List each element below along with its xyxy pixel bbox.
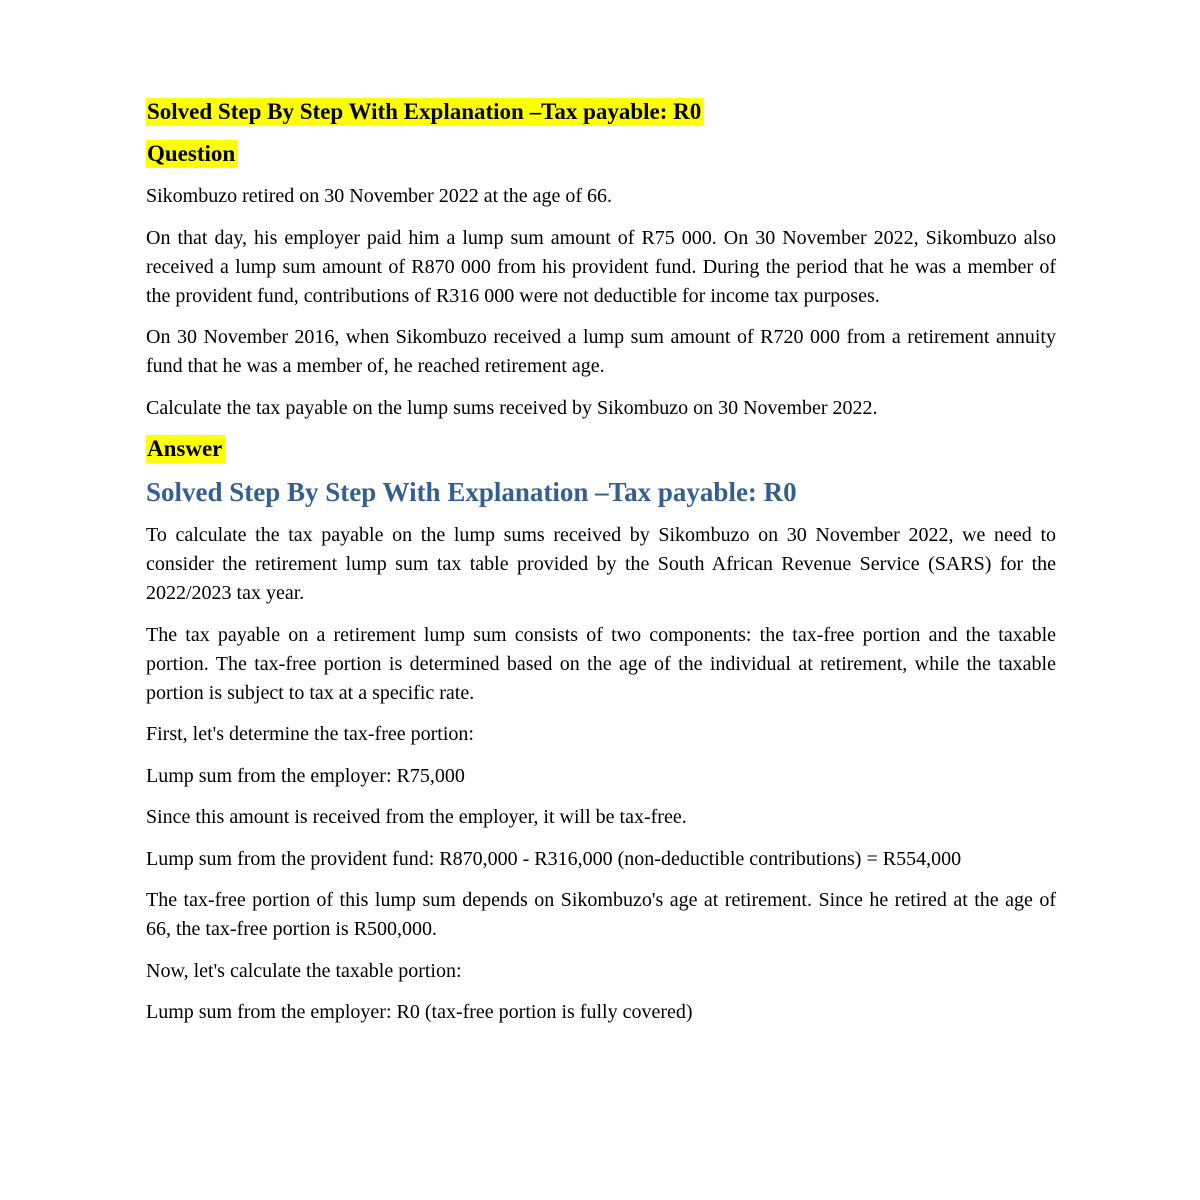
question-paragraph-lump-sums: On that day, his employer paid him a lump sum amount of R75 000. On 30 November 2022, Sikombuzo also received a lump sum amount of R870 000 from his provident fund. During the period that he was a member of the provident fund, contributions of R316 000 were not deductible for income tax purposes. xyxy=(146,226,1056,307)
question-heading xyxy=(146,140,1056,167)
answer-heading xyxy=(146,435,1056,462)
answer-paragraph-employer-75000: Lump sum from the employer: R75,000 xyxy=(146,764,465,787)
answer-section-title: Solved Step By Step With Explanation –Tax payable: R0 xyxy=(146,477,797,508)
answer-paragraph-components: The tax payable on a retirement lump sum consists of two components: the tax-free portion and the taxable portion. The tax-free portion is determined based on the age of the individual at retirement, while the taxable portion is subject to tax at a specific rate. xyxy=(146,623,1056,704)
answer-paragraph-age-taxfree: The tax-free portion of this lump sum depends on Sikombuzo's age at retirement. Since he retired at the age of 66, the tax-free portion is R500,000. xyxy=(146,889,1056,941)
question-paragraph-retired: Sikombuzo retired on 30 November 2022 at the age of 66. xyxy=(146,185,612,208)
question-heading-text: Question xyxy=(146,140,238,168)
answer-paragraph-employer-r0: Lump sum from the employer: R0 (tax-free portion is fully covered) xyxy=(146,1001,693,1024)
document-body xyxy=(146,98,1056,1040)
answer-paragraph-provident-calc: Lump sum from the provident fund: R870,000 - R316,000 (non-deductible contributions) = R554,000 xyxy=(146,847,962,870)
highlighted-title-text: Solved Step By Step With Explanation –Tax payable: R0 xyxy=(146,98,704,126)
question-paragraph-2016: On 30 November 2016, when Sikombuzo received a lump sum amount of R720 000 from a retirement annuity fund that he was a member of, he reached retirement age. xyxy=(146,326,1056,378)
answer-paragraph-intro: To calculate the tax payable on the lump sums received by Sikombuzo on 30 November 2022, we need to consider the retirement lump sum tax table provided by the South African Revenue Service (SARS) for the 2022/2023 tax year. xyxy=(146,524,1056,605)
answer-paragraph-taxfree-note: Since this amount is received from the employer, it will be tax-free. xyxy=(146,806,687,829)
answer-paragraph-taxfree-lead: First, let's determine the tax-free portion: xyxy=(146,723,474,746)
answer-paragraph-taxable-lead: Now, let's calculate the taxable portion: xyxy=(146,959,462,982)
answer-heading-text: Answer xyxy=(146,435,225,463)
question-paragraph-task: Calculate the tax payable on the lump sums received by Sikombuzo on 30 November 2022. xyxy=(146,396,878,419)
highlighted-title xyxy=(146,98,1056,125)
